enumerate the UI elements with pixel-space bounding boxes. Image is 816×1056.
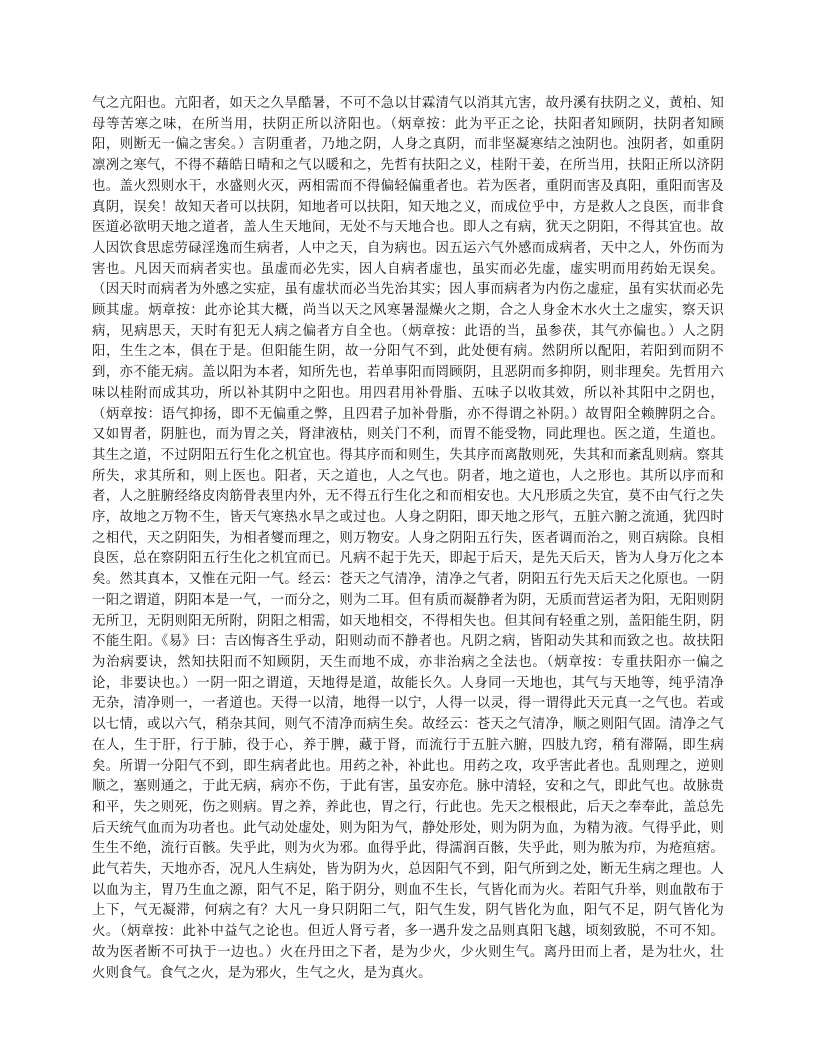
body-text: 气之亢阳也。亢阳者，如天之久旱酷暑，不可不急以甘霖清气以消其亢害，故丹溪有扶阴之义，黄柏、知母等苦寒之味，在所当用，扶阴正所以济阳也。（炳章按：此为平正之论，扶阳者知顾阴，扶阴者知顾阳，则断无一偏之害矣。）言阴重者，乃地之阴，人身之真阴，而非坚凝寒结之浊阴也。浊阴者，如重阴凛冽之寒气，不得不藉皓日晴和之气以暖和之，先哲有扶阳之义，桂附干姜，在所当用，扶阳正所以济阴也。盖火烈则水干，水盛则火灭，两相需而不得偏轻偏重者也。若为医者，重阴而害及真阳，重阳而害及真阴，误矣！故知天者可以扶阴，知地者可以扶阳，知天地之义，而成位乎中，方是救人之良医，而非食医道必欲明天地之道者，盖人生天地间，无处不与天地合也。即人之有病，犹天之阴阳，不得其宜也。故人因饮食思虑劳碌淫逸而生病者，人中之天，自为病也。因五运六气外感而成病者，天中之人，外伤而为害也。凡因天而病者实也。虽虚而必先实，因人自病者虚也，虽实而必先虚，虚实明而用药始无误矣。（因天时而病者为外感之实症，虽有虚状而必当先治其实；因人事而病者为内伤之虚症，虽有实状而必先顾其虚。炳章按：此亦论其大概，尚当以天之风寒暑湿燥火之期，合之人身金木水火土之虚实，察天识病，见病思天，天时有犯无人病之偏者方自全也。（炳章按：此语的当，虽参茯，其气亦偏也。）人之阴阳，生生之本，俱在于是。但阳能生阴，故一分阳气不到，此处便有病。然阴所以配阳，若阳到而阴不到，亦不能无病。盖以阳为本者，知所先也，若单事阳而罔顾阴，且恶阴而多抑阴，则非理矣。先哲用六味以桂附而成其功，所以补其阴中之阳也。用四君用补骨脂、五味子以收其效，所以补其阳中之阴也，（炳章按：语气抑扬，即不无偏重之弊，且四君子加补骨脂，亦不得谓之补阴。）故胃阳全赖脾阴之合。又如胃者，阴脏也，而为胃之关，肾津液枯，则关门不利，而胃不能受物，同此理也。医之道，生道也。其生之道，不过阴阳五行生化之机宜也。得其序而和则生，失其序而离散则死，失其和而紊乱则病。察其所失，求其所和，则上医也。阳者，天之道也，人之气也。阴者，地之道也，人之形也。其所以序而和者，人之脏腑经络皮肉筋骨表里内外，无不得五行生化之和而相安也。大凡形质之失宜，莫不由气行之失序，故地之万物不生，皆天气寒热水旱之或过也。人身之阴阳，即天地之形气，五脏六腑之流通，犹四时之相代，天之阴阳失，为相者燮而理之，则万物安。人身之阴阳五行失，医者调而治之，则百病除。良相良医，总在察阴阳五行生化之机宜而已。凡病不起于先天，即起于后天，是先天后天，皆为人身万化之本矣。然其真本，又惟在元阳一气。经云：苍天之气清净，清净之气者，阴阳五行先天后天之化原也。一阴一阳之谓道，阴阳本是一气，一而分之，则为二耳。但有质而凝静者为阴，无质而营运者为阳，无阳则阴无所卫，无阴则阳无所附，阴阳之相需，如天地相交，不得相失也。但其间有轻重之别，盖阳能生阴，阴不能生阳。《易》曰：吉凶悔吝生乎动，阳则动而不静者也。凡阴之病，皆阳动失其和而致之也。故扶阳为治病要诀，然知扶阳而不知顾阴，天生而地不成，亦非治病之全法也。（炳章按：专重扶阳亦一偏之论，非要诀也。）一阴一阳之谓道，天地得是道，故能长久。人身同一天地也，其气与天地等，纯乎清净无杂，清净则一，一者道也。天得一以清，地得一以宁，人得一以灵，得一谓得此天元真一之气也。若或以七情，或以六气，稍杂其间，则气不清净而病生矣。故经云：苍天之气清净，顺之则阳气固。清净之气在人，生于肝，行于肺，役于心，养于脾，藏于肾，而流行于五脏六腑，四肢九窍，稍有滞隔，即生病矣。所谓一分阳气不到，即生病者此也。用药之补，补此也。用药之攻，攻乎害此者也。乱则理之，逆则顺之，塞则通之，于此无病，病亦不伤，于此有害，虽安亦危。脉中清轻，安和之气，即此气也。故脉贵和平，失之则死，伤之则病。胃之养，养此也，胃之行，行此也。先天之根根此，后天之奉奉此，盖总先后天统气血而为功者也。此气动处虚处，则为阳为气，静处形处，则为阴为血，为精为液。气得乎此，则生生不绝，流行百骸。失乎此，则为火为邪。血得乎此，得濡润百骸，失乎此，则为脓为疖，为疮疸痞。此气若失，天地亦否，况凡人生病处，皆为阴为火，总因阳气不到，阳气所到之处，断无生病之理也。人以血为主，胃乃生血之源，阳气不足，陷于阴分，则血不生长，气皆化而为火。若阳气升举，则血散布于上下，气无凝滞，何病之有？大凡一身只阴阳二气，阳气生发，阴气皆化为血，阳气不足，阴气皆化为火。（炳章按：此补中益气之论也。但近人肾亏者，多一遇升发之品则真阳飞越，顷刻致脱，不可不知。故为医者断不可执于一边也。）火在丹田之下者，是为少火，少火则生气。离丹田而上者，是为壮火，壮火则食气。食气之火，是为邪火，生气之火，是为真火。	[92, 96, 724, 981]
document-page	[92, 94, 724, 984]
